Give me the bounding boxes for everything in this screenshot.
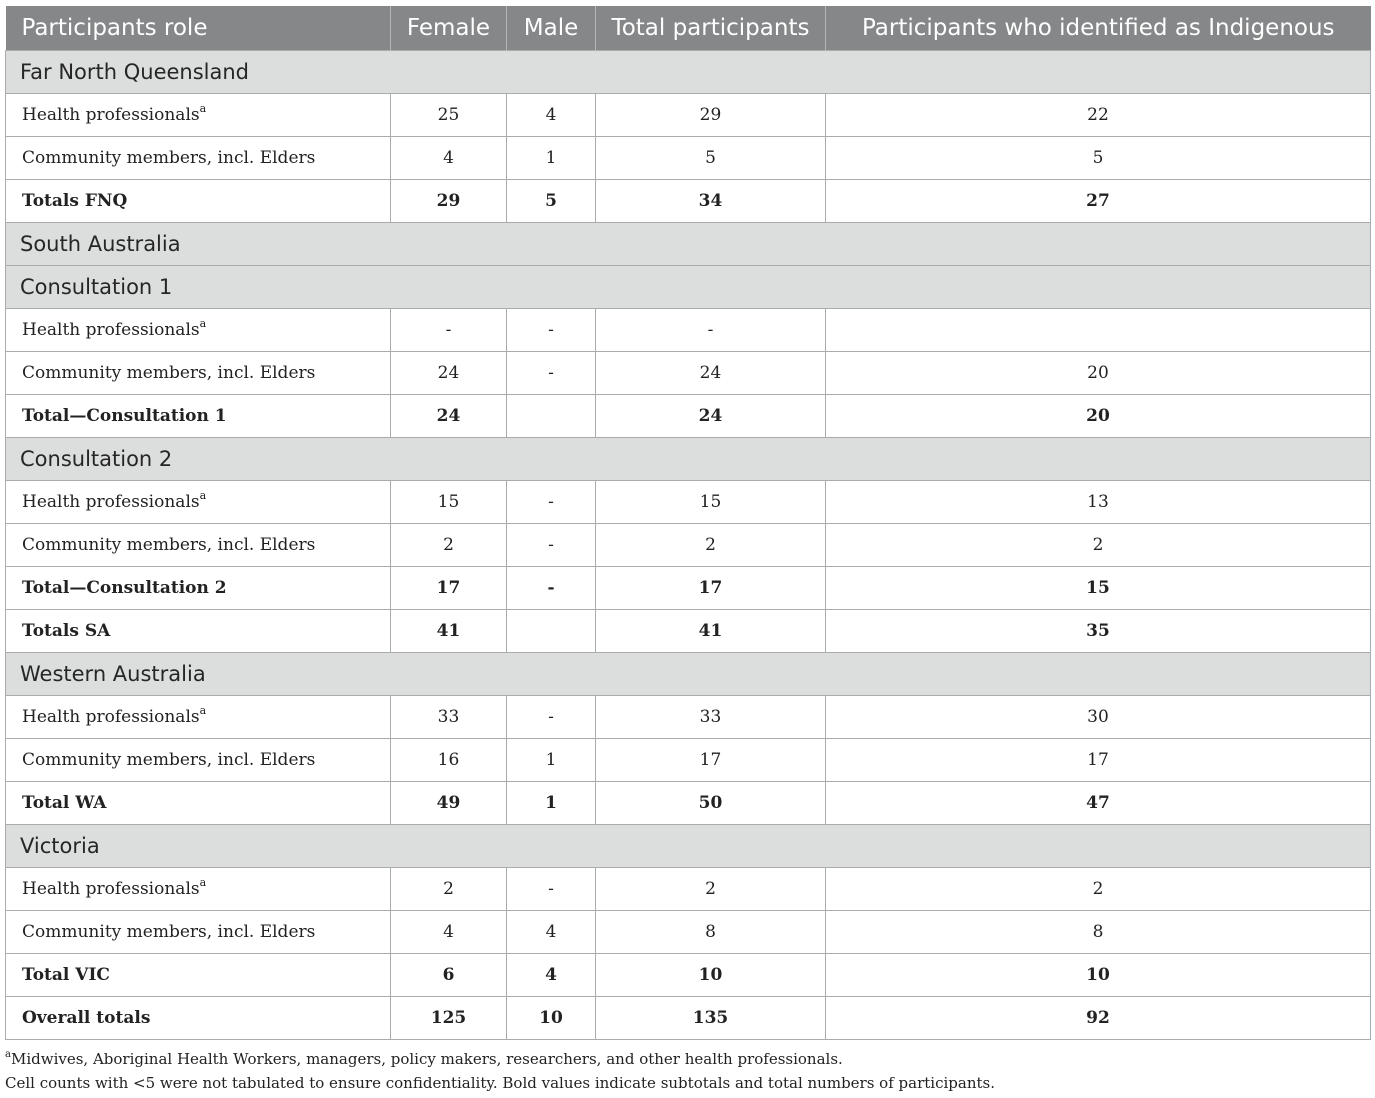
female-cell: 29 bbox=[391, 180, 507, 223]
row-label-cell bbox=[6, 911, 391, 954]
indigenous-cell: 8 bbox=[826, 911, 1371, 954]
indigenous-cell: 17 bbox=[826, 739, 1371, 782]
indigenous-cell: 20 bbox=[826, 352, 1371, 395]
total-cell: 34 bbox=[596, 180, 826, 223]
row-label: Health professionals bbox=[22, 707, 200, 727]
section-label: Consultation 1 bbox=[6, 266, 1371, 309]
indigenous-cell: 15 bbox=[826, 567, 1371, 610]
total-row bbox=[6, 954, 1371, 997]
row-label-cell bbox=[6, 309, 391, 352]
row-label-cell bbox=[6, 610, 391, 653]
row-label: Overall totals bbox=[22, 1008, 151, 1028]
male-cell: 4 bbox=[507, 954, 596, 997]
footnote-a bbox=[5, 1047, 1370, 1071]
female-cell: 17 bbox=[391, 567, 507, 610]
indigenous-cell: 30 bbox=[826, 696, 1371, 739]
section-row bbox=[6, 825, 1371, 868]
row-label: Community members, incl. Elders bbox=[22, 148, 316, 168]
total-cell: 29 bbox=[596, 94, 826, 137]
row-label-cell bbox=[6, 954, 391, 997]
participants-table-container bbox=[5, 6, 1370, 1040]
participants-table bbox=[5, 6, 1371, 1040]
total-cell: - bbox=[596, 309, 826, 352]
total-row bbox=[6, 395, 1371, 438]
row-label-cell bbox=[6, 180, 391, 223]
section-label: Western Australia bbox=[6, 653, 1371, 696]
row-label: Health professionals bbox=[22, 105, 200, 125]
male-cell: 1 bbox=[507, 739, 596, 782]
total-cell: 5 bbox=[596, 137, 826, 180]
indigenous-cell: 92 bbox=[826, 997, 1371, 1040]
total-cell: 17 bbox=[596, 567, 826, 610]
indigenous-cell: 35 bbox=[826, 610, 1371, 653]
row-label: Community members, incl. Elders bbox=[22, 750, 316, 770]
row-label-cell bbox=[6, 94, 391, 137]
row-label-cell bbox=[6, 997, 391, 1040]
male-cell: 4 bbox=[507, 94, 596, 137]
indigenous-cell: 10 bbox=[826, 954, 1371, 997]
header-indigenous: Participants who identified as Indigenous bbox=[826, 6, 1371, 51]
female-cell: 15 bbox=[391, 481, 507, 524]
male-cell: - bbox=[507, 352, 596, 395]
row-label: Total—Consultation 2 bbox=[22, 578, 227, 598]
footnote-marker: a bbox=[5, 1049, 11, 1060]
male-cell bbox=[507, 610, 596, 653]
row-label-cell bbox=[6, 739, 391, 782]
female-cell: 25 bbox=[391, 94, 507, 137]
section-label: Far North Queensland bbox=[6, 51, 1371, 94]
row-label-cell bbox=[6, 567, 391, 610]
row-label-cell bbox=[6, 395, 391, 438]
total-row bbox=[6, 610, 1371, 653]
total-cell: 24 bbox=[596, 352, 826, 395]
indigenous-cell: 47 bbox=[826, 782, 1371, 825]
row-label: Totals FNQ bbox=[22, 191, 128, 211]
footnote-marker: a bbox=[199, 489, 207, 503]
male-cell: - bbox=[507, 696, 596, 739]
section-row bbox=[6, 653, 1371, 696]
female-cell: 4 bbox=[391, 137, 507, 180]
total-cell: 50 bbox=[596, 782, 826, 825]
total-cell: 2 bbox=[596, 868, 826, 911]
row-label: Community members, incl. Elders bbox=[22, 922, 316, 942]
header-male: Male bbox=[507, 6, 596, 51]
section-label: Consultation 2 bbox=[6, 438, 1371, 481]
indigenous-cell: 2 bbox=[826, 524, 1371, 567]
row-label-cell bbox=[6, 696, 391, 739]
female-cell: - bbox=[391, 309, 507, 352]
section-label: South Australia bbox=[6, 223, 1371, 266]
header-female: Female bbox=[391, 6, 507, 51]
female-cell: 49 bbox=[391, 782, 507, 825]
footnote-confidentiality: Cell counts with <5 were not tabulated to ensure confidentiality. Bold values indicate subtotals and total numbers of participants. bbox=[5, 1074, 995, 1092]
row-label: Health professionals bbox=[22, 492, 200, 512]
row-label-cell bbox=[6, 352, 391, 395]
total-cell: 41 bbox=[596, 610, 826, 653]
female-cell: 125 bbox=[391, 997, 507, 1040]
total-cell: 2 bbox=[596, 524, 826, 567]
row-label-cell bbox=[6, 481, 391, 524]
male-cell: 1 bbox=[507, 782, 596, 825]
indigenous-cell: 2 bbox=[826, 868, 1371, 911]
row-label: Community members, incl. Elders bbox=[22, 363, 316, 383]
total-cell: 33 bbox=[596, 696, 826, 739]
male-cell: 1 bbox=[507, 137, 596, 180]
total-row bbox=[6, 997, 1371, 1040]
total-cell: 24 bbox=[596, 395, 826, 438]
total-cell: 17 bbox=[596, 739, 826, 782]
table-body bbox=[6, 51, 1371, 1040]
indigenous-cell: 20 bbox=[826, 395, 1371, 438]
female-cell: 16 bbox=[391, 739, 507, 782]
indigenous-cell: 5 bbox=[826, 137, 1371, 180]
footnote-marker: a bbox=[199, 102, 207, 116]
male-cell: 5 bbox=[507, 180, 596, 223]
table-row bbox=[6, 137, 1371, 180]
female-cell: 24 bbox=[391, 395, 507, 438]
row-label: Total—Consultation 1 bbox=[22, 406, 227, 426]
footnote-marker: a bbox=[199, 876, 207, 890]
row-label: Total WA bbox=[22, 793, 107, 813]
table-row bbox=[6, 868, 1371, 911]
footnote-marker: a bbox=[199, 317, 207, 331]
row-label: Community members, incl. Elders bbox=[22, 535, 316, 555]
male-cell: - bbox=[507, 868, 596, 911]
indigenous-cell: 27 bbox=[826, 180, 1371, 223]
female-cell: 33 bbox=[391, 696, 507, 739]
male-cell: 4 bbox=[507, 911, 596, 954]
table-row bbox=[6, 352, 1371, 395]
row-label-cell bbox=[6, 868, 391, 911]
total-cell: 8 bbox=[596, 911, 826, 954]
female-cell: 24 bbox=[391, 352, 507, 395]
table-row bbox=[6, 696, 1371, 739]
total-cell: 135 bbox=[596, 997, 826, 1040]
female-cell: 2 bbox=[391, 524, 507, 567]
table-row bbox=[6, 309, 1371, 352]
row-label: Total VIC bbox=[22, 965, 110, 985]
table-row bbox=[6, 481, 1371, 524]
indigenous-cell: 22 bbox=[826, 94, 1371, 137]
section-label: Victoria bbox=[6, 825, 1371, 868]
total-row bbox=[6, 782, 1371, 825]
section-row bbox=[6, 223, 1371, 266]
header-total-participants: Total participants bbox=[596, 6, 826, 51]
total-row bbox=[6, 180, 1371, 223]
table-row bbox=[6, 524, 1371, 567]
indigenous-cell: 13 bbox=[826, 481, 1371, 524]
table-footnotes bbox=[5, 1047, 1370, 1095]
total-cell: 15 bbox=[596, 481, 826, 524]
footnote-a-text: Midwives, Aboriginal Health Workers, managers, policy makers, researchers, and other health professionals. bbox=[10, 1050, 843, 1068]
table-row bbox=[6, 94, 1371, 137]
row-label: Health professionals bbox=[22, 879, 200, 899]
male-cell bbox=[507, 395, 596, 438]
indigenous-cell bbox=[826, 309, 1371, 352]
section-row bbox=[6, 438, 1371, 481]
male-cell: - bbox=[507, 481, 596, 524]
row-label: Totals SA bbox=[22, 621, 111, 641]
table-row bbox=[6, 739, 1371, 782]
row-label-cell bbox=[6, 137, 391, 180]
total-row bbox=[6, 567, 1371, 610]
section-row bbox=[6, 266, 1371, 309]
male-cell: - bbox=[507, 309, 596, 352]
row-label-cell bbox=[6, 524, 391, 567]
row-label-cell bbox=[6, 782, 391, 825]
male-cell: 10 bbox=[507, 997, 596, 1040]
row-label: Health professionals bbox=[22, 320, 200, 340]
female-cell: 4 bbox=[391, 911, 507, 954]
female-cell: 6 bbox=[391, 954, 507, 997]
footnote-marker: a bbox=[199, 704, 207, 718]
table-row bbox=[6, 911, 1371, 954]
section-row bbox=[6, 51, 1371, 94]
male-cell: - bbox=[507, 524, 596, 567]
female-cell: 41 bbox=[391, 610, 507, 653]
table-header-row bbox=[6, 6, 1371, 51]
total-cell: 10 bbox=[596, 954, 826, 997]
female-cell: 2 bbox=[391, 868, 507, 911]
male-cell: - bbox=[507, 567, 596, 610]
header-participants-role: Participants role bbox=[6, 6, 391, 51]
